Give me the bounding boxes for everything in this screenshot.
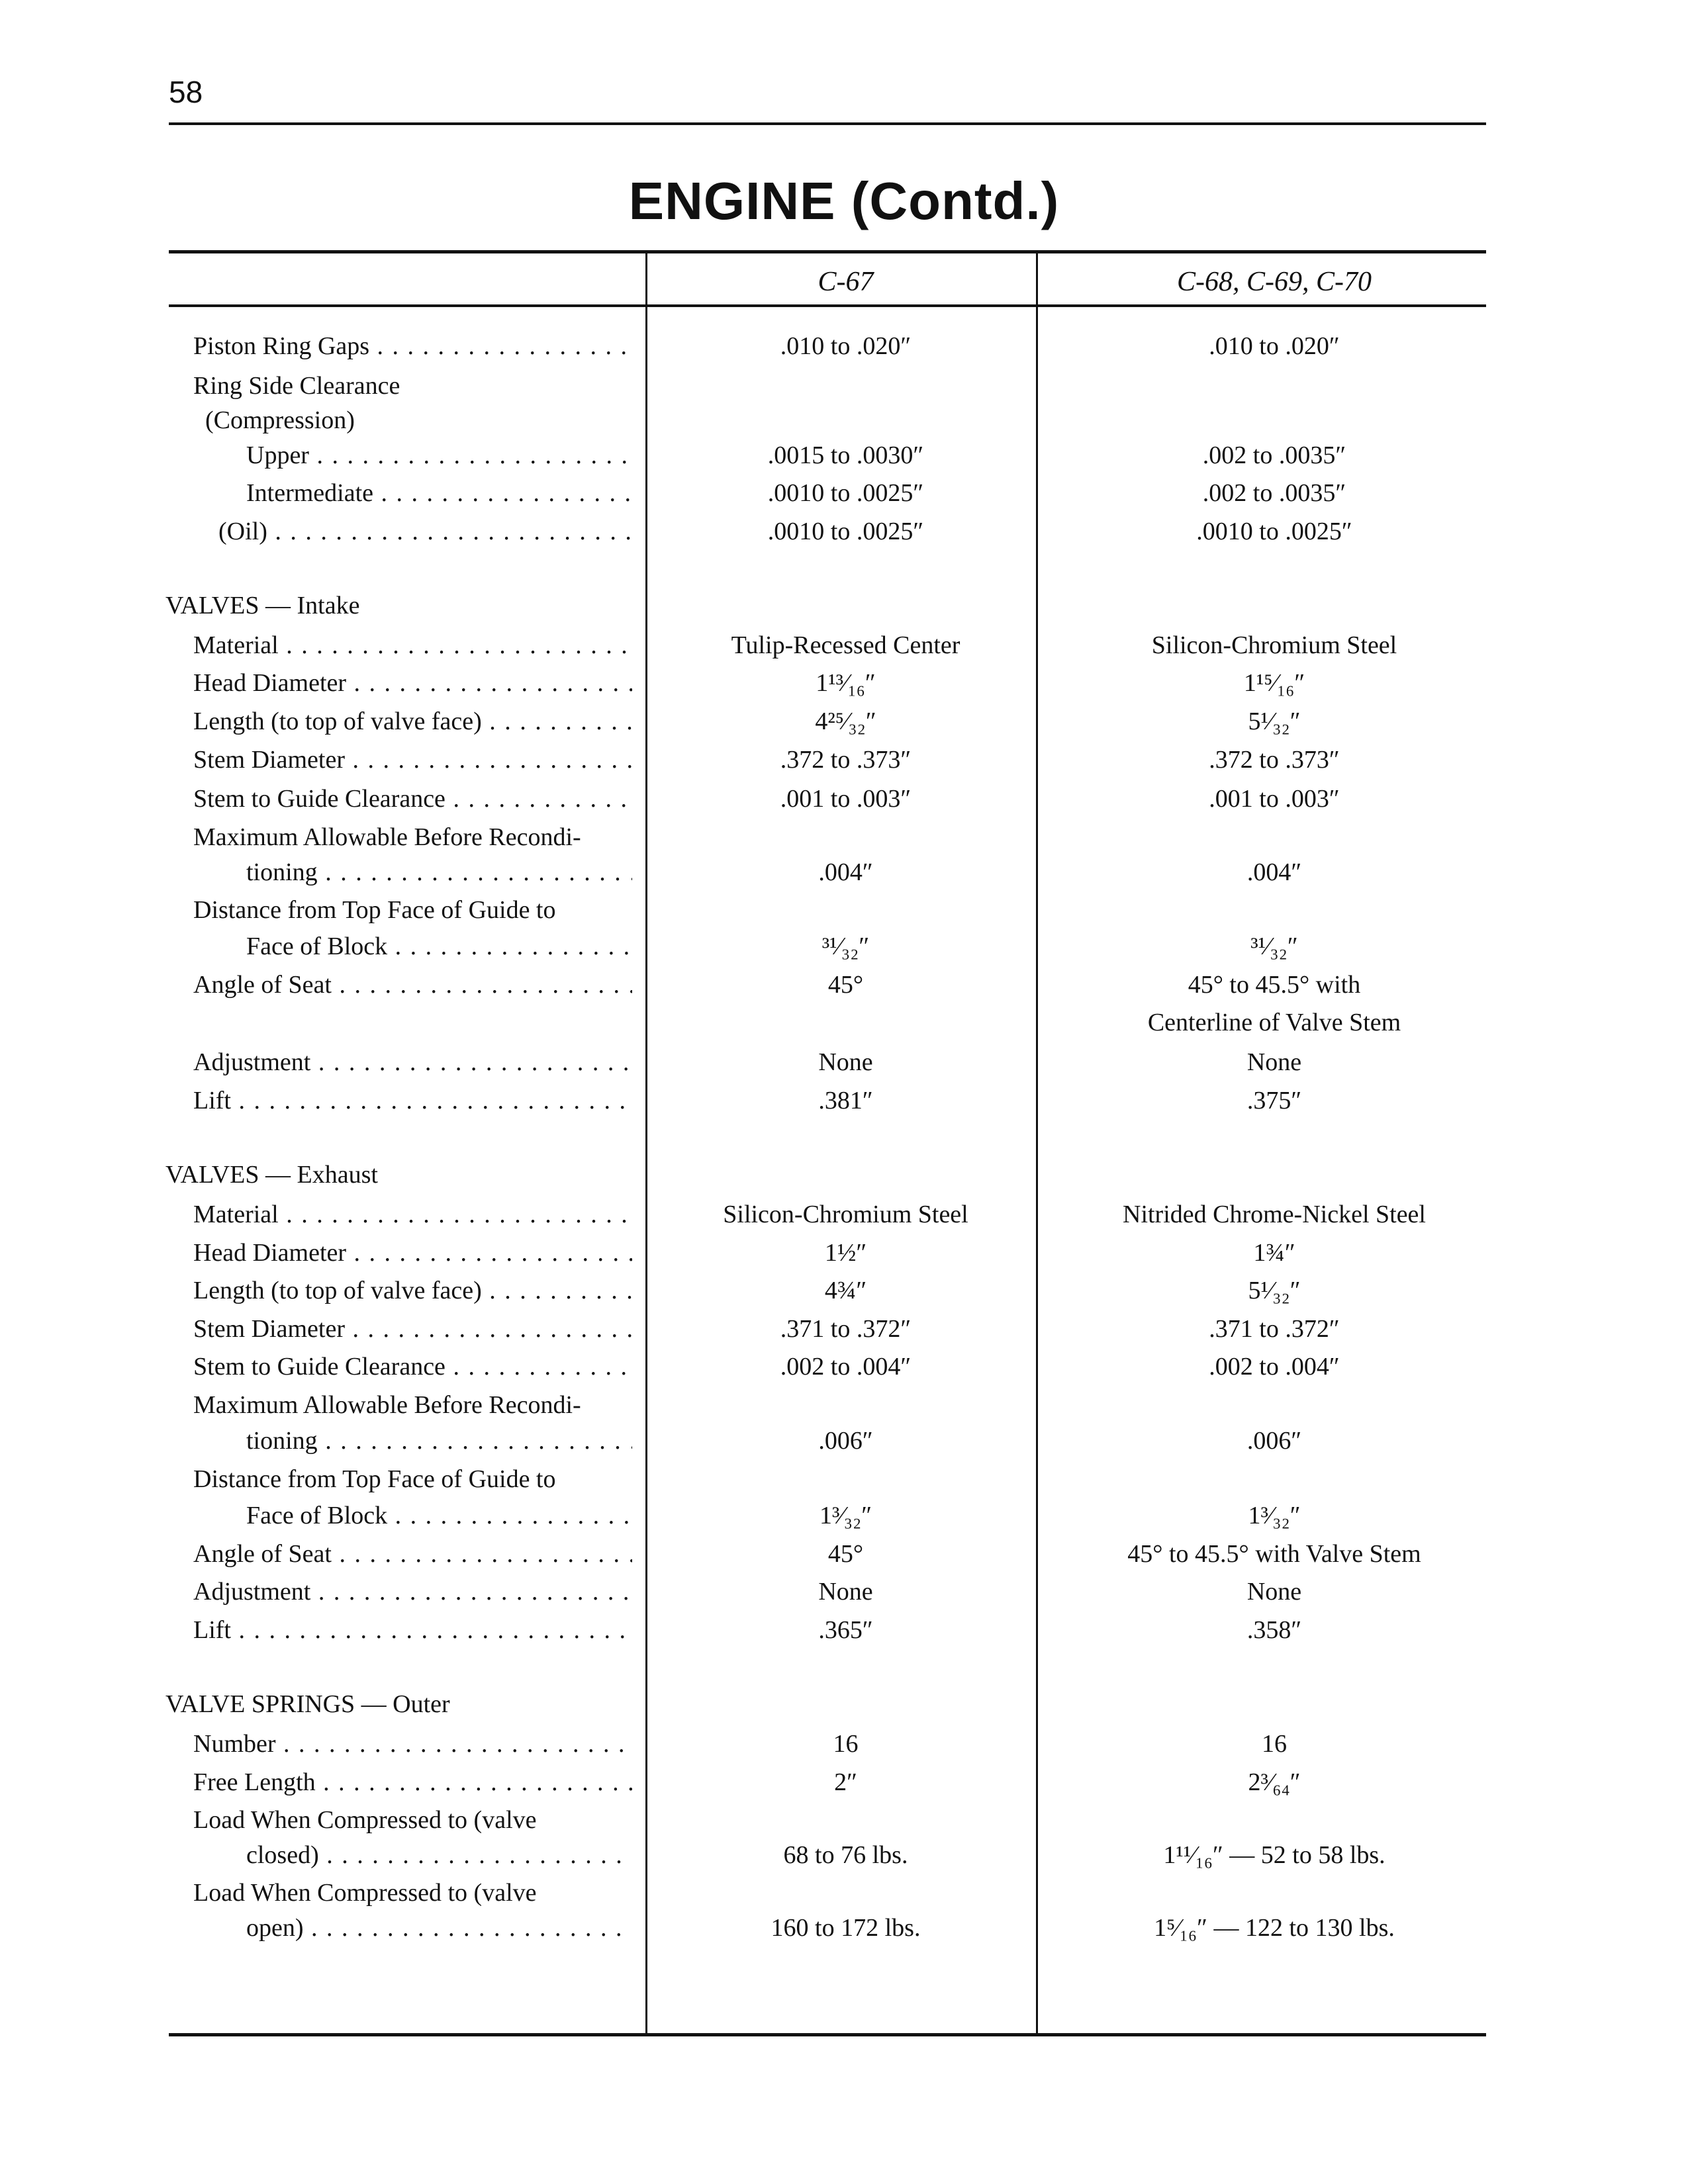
spec-label-text: (Compression) [205,406,355,434]
table-row [0,1385,1688,1425]
table-row [0,965,1688,1005]
value-c68-c70: .010 to .020″ [1209,332,1340,360]
table-row [0,817,1688,857]
spec-label-text: Piston Ring Gaps . . . [193,326,632,366]
table-row [0,927,1688,966]
value-c67: None [818,1048,873,1076]
value-c67: 1¹³⁄₁₆″ [816,669,876,697]
value-c68-c70: Silicon-Chromium Steel [1151,631,1397,659]
spec-label [193,1873,632,1913]
spec-label-text: Maximum Allowable Before Recondi- [193,823,581,851]
spec-label-text: Angle of Seat . . . [193,1534,632,1574]
page-number: 58 [169,75,203,109]
table-row [0,366,1688,406]
value-c68-c70: Nitrided Chrome-Nickel Steel [1123,1201,1426,1228]
column-header-c67: C-67 [818,267,874,297]
value-c68-c70: .0010 to .0025″ [1196,518,1352,545]
value-c67: .001 to .003″ [780,785,912,813]
table-row [0,1421,1688,1461]
table-row [0,1347,1688,1387]
table-row [0,400,1688,440]
spec-label-text: Angle of Seat . . . [193,965,632,1005]
table-row [0,1496,1688,1535]
column-header-c68-c70: C-68, C-69, C-70 [1177,267,1372,297]
spec-label [193,1233,632,1273]
value-c67: 45° [827,1540,864,1568]
value-c68-c70: 45° to 45.5° with [1188,971,1361,999]
table-row [0,1908,1688,1948]
table-row [0,1003,1688,1042]
spec-label [193,663,632,703]
value-c67: 45° [827,971,864,999]
value-c68-c70: .004″ [1246,858,1302,886]
spec-label [193,366,632,406]
section-heading [165,586,632,625]
spec-label [246,1908,632,1948]
value-c67: .002 to .004″ [780,1353,912,1381]
value-c67: 68 to 76 lbs. [783,1841,908,1869]
value-c68-c70: 1³⁄₃₂″ [1248,1502,1301,1529]
spec-label [193,1081,632,1120]
value-c68-c70: 1¹¹⁄₁₆″ — 52 to 58 lbs. [1163,1841,1385,1869]
value-c67: .0010 to .0025″ [767,518,924,545]
spec-label [193,1309,632,1349]
spec-label [193,1195,632,1234]
page-title: ENGINE (Contd.) [628,171,1060,230]
value-c67: .365″ [818,1616,873,1644]
spec-label-text: Maximum Allowable Before Recondi- [193,1391,581,1419]
spec-label-text: Ring Side Clearance [193,372,400,400]
spec-label [193,1724,632,1764]
value-c68-c70: 1⁵⁄₁₆″ — 122 to 130 lbs. [1154,1914,1395,1942]
spec-label [246,1835,632,1875]
value-c68-c70: ³¹⁄₃₂″ [1250,933,1298,960]
spec-label [246,927,632,966]
spec-label-text: Lift . . . [193,1081,632,1120]
spec-label [193,965,632,1005]
spec-label [193,1572,632,1612]
value-c68-c70: .002 to .0035″ [1202,441,1346,469]
table-row [0,702,1688,741]
value-c67: .010 to .020″ [780,332,912,360]
spec-label-text: Intermediate . . . [246,473,632,513]
table-row [0,625,1688,665]
table-row [0,1195,1688,1234]
spec-label [193,702,632,741]
spec-label [193,1385,632,1425]
spec-label [193,1347,632,1387]
spec-label-text: Adjustment . . . [193,1572,632,1612]
spec-label-text: tioning . . . [246,852,632,892]
value-c67: 4¾″ [824,1277,867,1304]
spec-label-text: Free Length . . . [193,1762,632,1802]
spec-label-text: Distance from Top Face of Guide to [193,1465,556,1493]
value-c67: .371 to .372″ [780,1315,912,1343]
value-c68-c70: 45° to 45.5° with Valve Stem [1127,1540,1421,1568]
table-row [0,1873,1688,1913]
table-row [0,326,1688,366]
value-c67: .381″ [818,1087,873,1115]
spec-label-text: tioning . . . [246,1421,632,1461]
value-c67: Silicon-Chromium Steel [723,1201,968,1228]
section-heading [165,1155,632,1195]
spec-label-text: Lift . . . [193,1610,632,1650]
spec-label-text: Adjustment . . . [193,1042,632,1082]
spec-label-text: Load When Compressed to (valve [193,1806,537,1834]
value-c68-c70: .375″ [1246,1087,1302,1115]
table-bottom-rule [169,2033,1486,2036]
spec-label-text: VALVE SPRINGS — Outer [165,1690,450,1718]
value-c67: ³¹⁄₃₂″ [821,933,870,960]
value-c68-c70: Centerline of Valve Stem [1147,1009,1401,1036]
value-c68-c70: .001 to .003″ [1209,785,1340,813]
table-row [0,1459,1688,1499]
table-row [0,1042,1688,1082]
spec-label-text: Length (to top of valve face) . . . [193,1271,632,1310]
spec-label [246,473,632,513]
table-row [0,663,1688,703]
spec-label [193,817,632,857]
spec-label-text: Load When Compressed to (valve [193,1879,537,1907]
value-c67: 2″ [834,1768,857,1796]
spec-label [193,779,632,819]
table-row [0,1684,1688,1724]
section-heading [165,1684,632,1724]
value-c68-c70: 1¹⁵⁄₁₆″ [1243,669,1305,697]
header-bottom-rule [169,304,1486,307]
table-row [0,435,1688,475]
value-c67: .004″ [818,858,873,886]
spec-label-text: VALVES — Intake [165,592,360,619]
value-c67: 1³⁄₃₂″ [819,1502,872,1529]
table-row [0,512,1688,551]
table-row [0,1800,1688,1840]
spec-label-text: Length (to top of valve face) . . . [193,702,632,741]
spec-label-text: VALVES — Exhaust [165,1161,378,1189]
spec-label [193,1534,632,1574]
table-row [0,779,1688,819]
table-row [0,1610,1688,1650]
spec-label-text: Face of Block . . . [246,927,632,966]
value-c68-c70: .371 to .372″ [1209,1315,1340,1343]
spec-label-text: closed) . . . [246,1835,632,1875]
spec-label [218,512,632,551]
value-c68-c70: None [1246,1048,1302,1076]
value-c67: None [818,1578,873,1606]
value-c67: 4²⁵⁄₃₂″ [815,707,876,735]
spec-label-text: (Oil) . . . [218,512,632,551]
table-row [0,1572,1688,1612]
table-row [0,890,1688,930]
spec-label [193,1762,632,1802]
spec-label [193,625,632,665]
spec-label [193,1459,632,1499]
table-row [0,1155,1688,1195]
spec-label [193,1271,632,1310]
value-c67: 160 to 172 lbs. [771,1914,921,1942]
table-row [0,1762,1688,1802]
spec-label [246,1496,632,1535]
value-c68-c70: None [1246,1578,1302,1606]
top-rule [169,122,1486,125]
spec-label-text: Head Diameter . . . [193,1233,632,1273]
value-c68-c70: .358″ [1246,1616,1302,1644]
value-c68-c70: 2³⁄₆₄″ [1248,1768,1301,1796]
value-c68-c70: .002 to .004″ [1209,1353,1340,1381]
table-row [0,740,1688,780]
spec-label-text: Face of Block . . . [246,1496,632,1535]
spec-label-text: Stem Diameter . . . [193,740,632,780]
spec-label [193,890,632,930]
table-row [0,1724,1688,1764]
spec-label [246,1421,632,1461]
spec-label-text: Distance from Top Face of Guide to [193,896,556,924]
table-row [0,586,1688,625]
value-c67: Tulip-Recessed Center [731,631,961,659]
spec-label [193,1042,632,1082]
spec-label [193,1610,632,1650]
spec-label-text: Number . . . [193,1724,632,1764]
spec-label-text: Stem to Guide Clearance . . . [193,779,632,819]
spec-label-text: Material . . . [193,625,632,665]
value-c68-c70: .002 to .0035″ [1202,479,1346,507]
table-row [0,1835,1688,1875]
value-c67: .0015 to .0030″ [767,441,924,469]
table-row [0,1233,1688,1273]
table-row [0,1534,1688,1574]
spec-label-text: open) . . . [246,1908,632,1948]
value-c68-c70: 16 [1262,1730,1287,1758]
value-c67: 1½″ [824,1239,867,1267]
value-c68-c70: 5¹⁄₃₂″ [1248,707,1301,735]
value-c67: .372 to .373″ [780,746,912,774]
table-row [0,1271,1688,1310]
value-c67: 16 [833,1730,859,1758]
value-c68-c70: 1¾″ [1253,1239,1295,1267]
table-row [0,852,1688,892]
table-row [0,473,1688,513]
spec-label [193,1800,632,1840]
spec-label [246,852,632,892]
spec-label-text: Head Diameter . . . [193,663,632,703]
spec-label [246,435,632,475]
value-c68-c70: .372 to .373″ [1209,746,1340,774]
value-c68-c70: .006″ [1246,1427,1302,1455]
spec-label-text: Upper . . . [246,435,632,475]
spec-label [205,400,632,440]
spec-label [193,740,632,780]
value-c68-c70: 5¹⁄₃₂″ [1248,1277,1301,1304]
value-c67: .0010 to .0025″ [767,479,924,507]
table-row [0,1309,1688,1349]
table-row [0,1081,1688,1120]
spec-label-text: Stem to Guide Clearance . . . [193,1347,632,1387]
spec-label [193,326,632,366]
value-c67: .006″ [818,1427,873,1455]
spec-label-text: Material . . . [193,1195,632,1234]
spec-label-text: Stem Diameter . . . [193,1309,632,1349]
table-top-rule [169,250,1486,253]
